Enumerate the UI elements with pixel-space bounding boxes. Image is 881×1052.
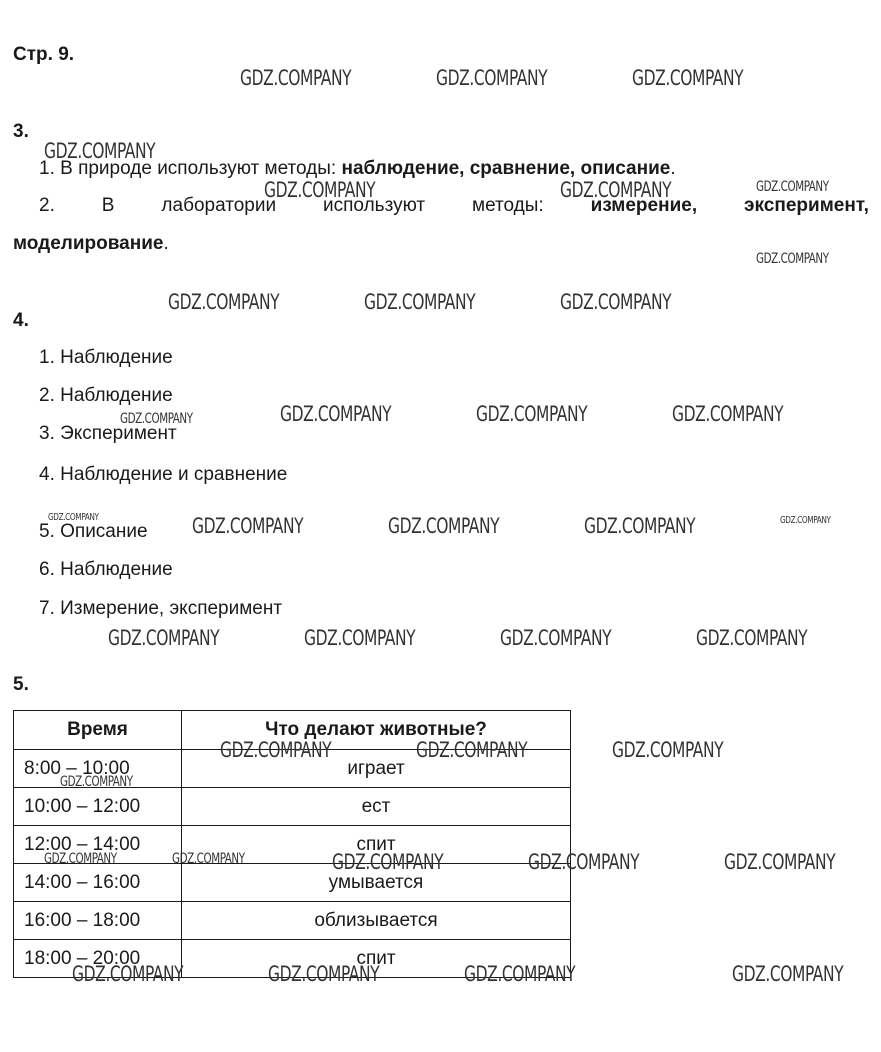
task-4-item: 4. Наблюдение и сравнение xyxy=(39,464,288,485)
watermark: GDZ.COMPANY xyxy=(732,962,844,986)
table-row xyxy=(14,902,571,940)
watermark: GDZ.COMPANY xyxy=(632,66,744,90)
table-row xyxy=(14,864,571,902)
activity-cell: спит xyxy=(182,940,571,978)
watermark: GDZ.COMPANY xyxy=(72,962,184,986)
watermark: GDZ.COMPANY xyxy=(780,515,831,526)
watermark: GDZ.COMPANY xyxy=(560,178,672,202)
watermark: GDZ.COMPANY xyxy=(168,290,280,314)
watermark: GDZ.COMPANY xyxy=(44,139,156,163)
task-4-item: 3. Эксперимент xyxy=(39,423,177,444)
watermark: GDZ.COMPANY xyxy=(560,290,672,314)
watermark: GDZ.COMPANY xyxy=(264,178,376,202)
task-3-bold-word: эксперимент, xyxy=(744,195,869,216)
time-cell: 18:00 – 20:00 xyxy=(14,940,182,978)
activity-cell: ест xyxy=(182,788,571,826)
task-3-line-1-prefix: 1. В природе используют методы: xyxy=(39,158,342,179)
watermark: GDZ.COMPANY xyxy=(192,514,304,538)
task-3-bold-word: измерение, xyxy=(590,195,698,216)
task-5-number: 5. xyxy=(13,674,29,695)
watermark: GDZ.COMPANY xyxy=(332,850,444,874)
time-cell: 8:00 – 10:00 xyxy=(14,750,182,788)
watermark: GDZ.COMPANY xyxy=(500,626,612,650)
watermark: GDZ.COMPANY xyxy=(364,290,476,314)
task-3-word: В xyxy=(101,195,115,216)
task-4-item: 2. Наблюдение xyxy=(39,385,173,406)
watermark: GDZ.COMPANY xyxy=(108,626,220,650)
watermark: GDZ.COMPANY xyxy=(612,738,724,762)
time-cell: 10:00 – 12:00 xyxy=(14,788,182,826)
watermark: GDZ.COMPANY xyxy=(268,962,380,986)
watermark: GDZ.COMPANY xyxy=(304,626,416,650)
watermark: GDZ.COMPANY xyxy=(44,851,117,867)
task-4-item: 6. Наблюдение xyxy=(39,559,173,580)
watermark: GDZ.COMPANY xyxy=(464,962,576,986)
watermark: GDZ.COMPANY xyxy=(756,251,829,267)
table-row xyxy=(14,788,571,826)
task-4-item: 5. Описание xyxy=(39,521,148,542)
activity-cell: спит xyxy=(182,826,571,864)
task-3-word: используют xyxy=(323,195,426,216)
header-time: Время xyxy=(14,711,182,750)
watermark: GDZ.COMPANY xyxy=(388,514,500,538)
task-3-line-3 xyxy=(13,233,169,255)
task-3-number: 3. xyxy=(13,121,29,142)
watermark: GDZ.COMPANY xyxy=(724,850,836,874)
watermark: GDZ.COMPANY xyxy=(220,738,332,762)
watermark: GDZ.COMPANY xyxy=(60,774,133,790)
task-3-word: лаборатории xyxy=(161,195,277,216)
task-3-line-1-bold: наблюдение, сравнение, описание xyxy=(341,158,671,179)
watermark: GDZ.COMPANY xyxy=(756,179,829,195)
page-label: Стр. 9. xyxy=(13,44,75,65)
watermark: GDZ.COMPANY xyxy=(48,512,99,523)
task-3-line-3-suffix: . xyxy=(163,233,169,254)
task-3-word: 2. xyxy=(39,195,55,216)
activity-cell: умывается xyxy=(182,864,571,902)
header-activity: Что делают животные? xyxy=(182,711,571,750)
watermark: GDZ.COMPANY xyxy=(476,402,588,426)
watermark: GDZ.COMPANY xyxy=(672,402,784,426)
activity-cell: облизывается xyxy=(182,902,571,940)
watermark: GDZ.COMPANY xyxy=(172,851,245,867)
task-4-item: 7. Измерение, эксперимент xyxy=(39,598,283,619)
watermark: GDZ.COMPANY xyxy=(696,626,808,650)
time-cell: 14:00 – 16:00 xyxy=(14,864,182,902)
watermark: GDZ.COMPANY xyxy=(416,738,528,762)
watermark: GDZ.COMPANY xyxy=(436,66,548,90)
watermark: GDZ.COMPANY xyxy=(240,66,352,90)
watermark: GDZ.COMPANY xyxy=(584,514,696,538)
task-3-line-3-bold: моделирование xyxy=(13,233,164,254)
watermark: GDZ.COMPANY xyxy=(280,402,392,426)
task-3-word: методы: xyxy=(472,195,544,216)
time-cell: 12:00 – 14:00 xyxy=(14,826,182,864)
task-4-item: 1. Наблюдение xyxy=(39,347,173,368)
task-3-line-2 xyxy=(39,195,869,217)
watermark: GDZ.COMPANY xyxy=(120,411,193,427)
time-cell: 16:00 – 18:00 xyxy=(14,902,182,940)
activity-cell: играет xyxy=(182,750,571,788)
task-4-number: 4. xyxy=(13,310,29,331)
watermark: GDZ.COMPANY xyxy=(528,850,640,874)
task-3-line-1-suffix: . xyxy=(670,158,676,179)
